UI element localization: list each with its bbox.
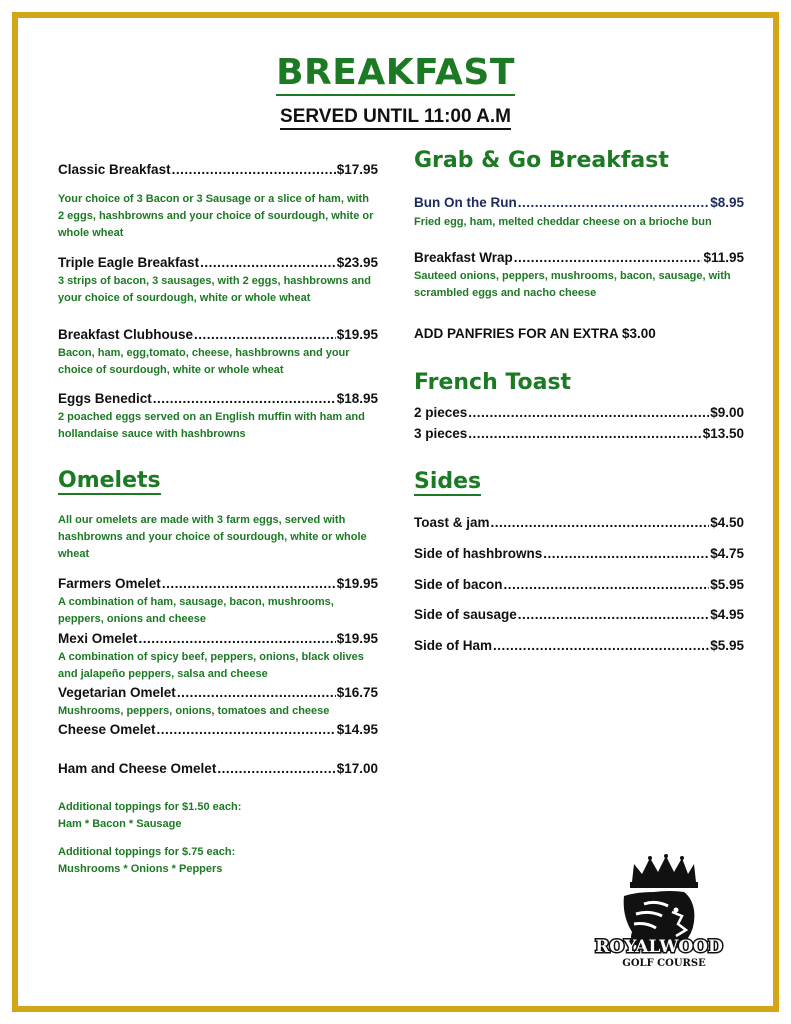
menu-item-side-bacon [414,577,744,592]
item-price: $17.00 [336,761,378,776]
page-title: BREAKFAST [0,52,791,93]
menu-item-french-toast-3 [414,426,744,441]
item-price: $4.50 [710,515,744,530]
section-heading-sides: Sides [414,469,482,494]
section-heading-french-toast: French Toast [414,370,572,395]
item-price: $4.95 [710,607,744,622]
item-name: Bun On the Run [414,195,517,210]
logo-main-text: ROYALWOOD [595,937,723,957]
panfries-note: ADD PANFRIES FOR AN EXTRA $3.00 [414,326,656,341]
item-name: Cheese Omelet [58,722,156,737]
toppings-list: Mushrooms * Onions * Peppers [58,863,223,875]
item-name: Side of hashbrowns [414,546,543,561]
item-name: Side of sausage [414,607,517,622]
item-name: Toast & jam [414,515,490,530]
item-name: Breakfast Wrap [414,250,513,265]
item-name: Breakfast Clubhouse [58,327,194,342]
item-price: $23.95 [336,255,378,270]
menu-item-ham-cheese-omelet [58,761,378,776]
section-heading-omelets: Omelets [58,468,161,493]
item-price: $5.95 [710,638,744,653]
menu-item-toast-jam [414,515,744,530]
item-description: Your choice of 3 Bacon or 3 Sausage or a slice of ham, with 2 eggs, hashbrowns and your choice of sourdough, white or whole wheat [58,193,374,239]
item-description: 3 strips of bacon, 3 sausages, with 2 eggs, hashbrowns and your choice of sourdough, white or whole wheat [58,275,371,304]
item-price: $8.95 [710,195,744,210]
item-description: Fried egg, ham, melted cheddar cheese on a brioche bun [414,216,712,228]
menu-item-bun-on-the-run [414,195,744,210]
menu-item-side-ham [414,638,744,653]
item-price: $5.95 [710,577,744,592]
item-name: Eggs Benedict [58,391,152,406]
page-subtitle: SERVED UNTIL 11:00 A.M [0,106,791,128]
item-name: Classic Breakfast [58,162,171,177]
menu-item-breakfast-clubhouse [58,327,378,342]
menu-item-cheese-omelet [58,722,378,737]
lion-crown-icon [584,852,734,982]
item-name: Mexi Omelet [58,631,138,646]
menu-item-vegetarian-omelet [58,685,378,700]
toppings-title: Additional toppings for $1.50 each: [58,801,242,813]
menu-item-classic-breakfast [58,162,378,177]
item-name: 3 pieces [414,426,468,441]
item-price: $19.95 [336,576,378,591]
item-name: Side of bacon [414,577,503,592]
item-name: Ham and Cheese Omelet [58,761,217,776]
menu-item-farmers-omelet [58,576,378,591]
section-heading-grab-and-go: Grab & Go Breakfast [414,148,669,173]
item-price: $19.95 [336,631,378,646]
omelets-intro: All our omelets are made with 3 farm eggs, served with hashbrowns and your choice of sourdough, white or whole wheat [58,514,367,560]
menu-item-side-sausage [414,607,744,622]
item-price: $13.50 [702,426,744,441]
item-price: $18.95 [336,391,378,406]
item-price: $14.95 [336,722,378,737]
item-price: $4.75 [710,546,744,561]
toppings-title: Additional toppings for $.75 each: [58,846,236,858]
menu-item-mexi-omelet [58,631,378,646]
menu-item-triple-eagle [58,255,378,270]
item-price: $17.95 [336,162,378,177]
menu-item-french-toast-2 [414,405,744,420]
item-description: Bacon, ham, egg,tomato, cheese, hashbrowns and your choice of sourdough, white or whole wheat [58,347,350,376]
item-description: Sauteed onions, peppers, mushrooms, bacon, sausage, with scrambled eggs and nacho cheese [414,270,731,299]
item-name: 2 pieces [414,405,468,420]
logo-sub-text: GOLF COURSE [622,958,706,969]
toppings-list: Ham * Bacon * Sausage [58,818,182,830]
item-description: 2 poached eggs served on an English muffin with ham and hollandaise sauce with hashbrowns [58,411,365,440]
menu-item-eggs-benedict [58,391,378,406]
item-price: $19.95 [336,327,378,342]
item-name: Triple Eagle Breakfast [58,255,200,270]
item-price: $11.95 [703,250,744,265]
menu-item-side-hashbrowns [414,546,744,561]
item-name: Farmers Omelet [58,576,161,591]
item-description: Mushrooms, peppers, onions, tomatoes and cheese [58,705,330,717]
royalwood-logo [584,852,734,982]
item-description: A combination of spicy beef, peppers, onions, black olives and jalapeño peppers, salsa and cheese [58,651,364,680]
item-name: Side of Ham [414,638,493,653]
item-price: $16.75 [336,685,378,700]
item-description: A combination of ham, sausage, bacon, mushrooms, peppers, onions and cheese [58,596,334,625]
item-price: $9.00 [710,405,744,420]
menu-item-breakfast-wrap [414,250,744,265]
item-name: Vegetarian Omelet [58,685,176,700]
